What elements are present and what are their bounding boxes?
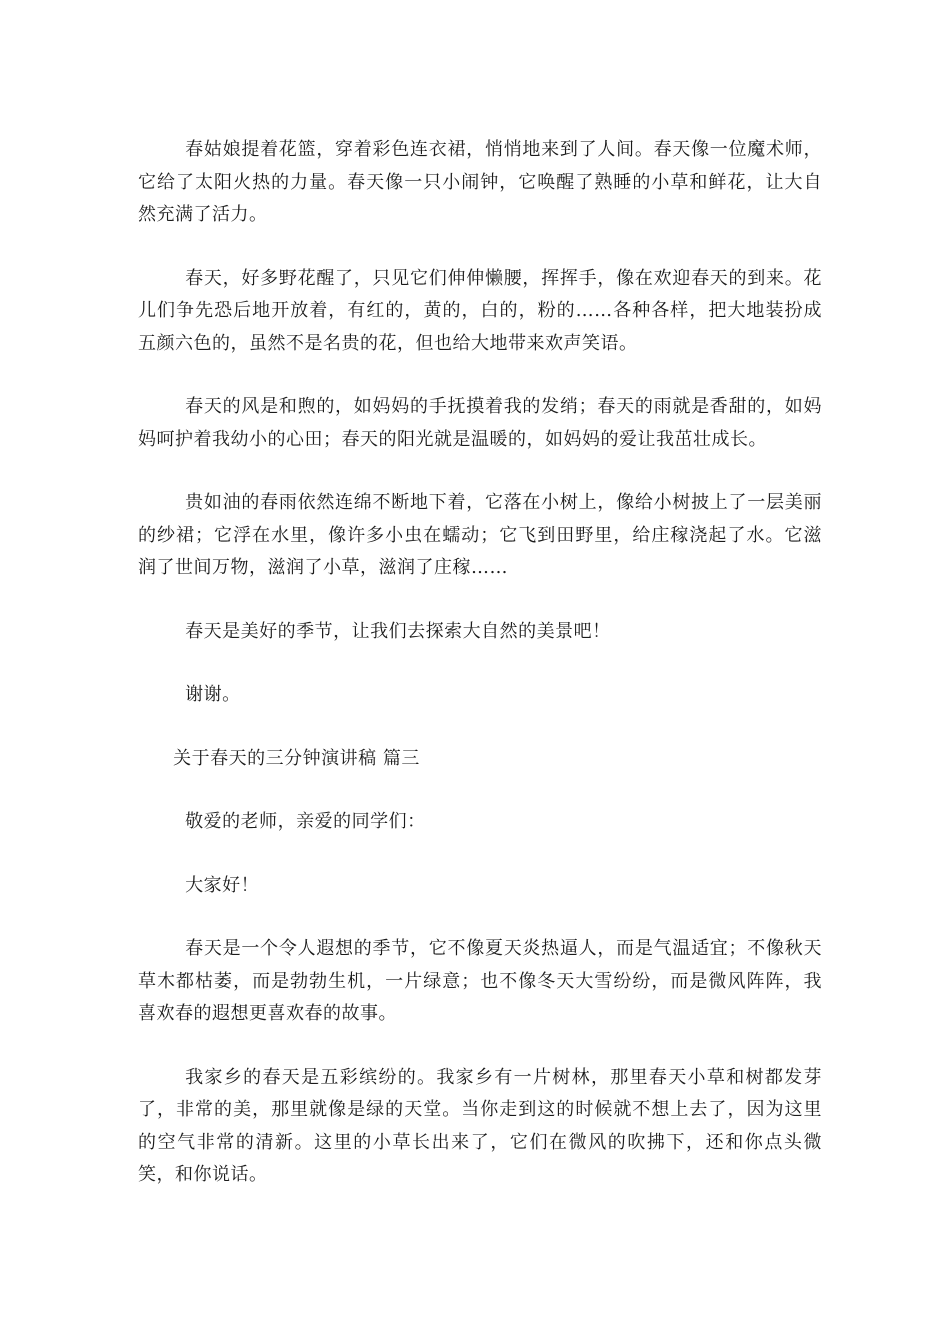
paragraph: 谢谢。 bbox=[185, 684, 241, 705]
paragraph: 春天，好多野花醒了，只见它们伸伸懒腰，挥挥手，像在欢迎春天的到来。花儿们争先恐后地开放着，有红的，黄的，白的，粉的……各种各样，把大地装扮成五颜六色的，虽然不是名贵的花，但也给大地带来欢声笑语。 bbox=[138, 267, 822, 354]
paragraph: 敬爱的老师，亲爱的同学们： bbox=[185, 811, 426, 832]
paragraph: 春天的风是和煦的，如妈妈的手抚摸着我的发绡；春天的雨就是香甜的，如妈妈呵护着我幼小的心田；春天的阳光就是温暖的，如妈妈的爱让我茁壮成长。 bbox=[138, 396, 822, 450]
paragraph: 大家好！ bbox=[185, 874, 260, 896]
document-body bbox=[138, 134, 822, 1223]
section-heading: 关于春天的三分钟演讲稿 篇三 bbox=[173, 747, 420, 769]
paragraph: 春天是美好的季节，让我们去探索大自然的美景吧！ bbox=[185, 620, 611, 642]
paragraph: 我家乡的春天是五彩缤纷的。我家乡有一片树林，那里春天小草和树都发芽了，非常的美，那里就像是绿的天堂。当你走到这的时候就不想上去了，因为这里的空气非常的清新。这里的小草长出来了，它们在微风的吹拂下，还和你点头微笑，和你说话。 bbox=[138, 1066, 822, 1185]
paragraph: 春天是一个令人遐想的季节，它不像夏天炎热逼人，而是气温适宜；不像秋天草木都枯萎，而是勃勃生机，一片绿意；也不像冬天大雪纷纷，而是微风阵阵，我喜欢春的遐想更喜欢春的故事。 bbox=[138, 938, 822, 1024]
paragraph: 贵如油的春雨依然连绵不断地下着，它落在小树上，像给小树披上了一层美丽的纱裙；它浮在水里，像许多小虫在蠕动；它飞到田野里，给庄稼浇起了水。它滋润了世间万物，滋润了小草，滋润了庄稼…… bbox=[138, 492, 822, 578]
paragraph: 春姑娘提着花篮，穿着彩色连衣裙，悄悄地来到了人间。春天像一位魔术师，它给了太阳火热的力量。春天像一只小闹钟，它唤醒了熟睡的小草和鲜花，让大自然充满了活力。 bbox=[138, 139, 822, 225]
